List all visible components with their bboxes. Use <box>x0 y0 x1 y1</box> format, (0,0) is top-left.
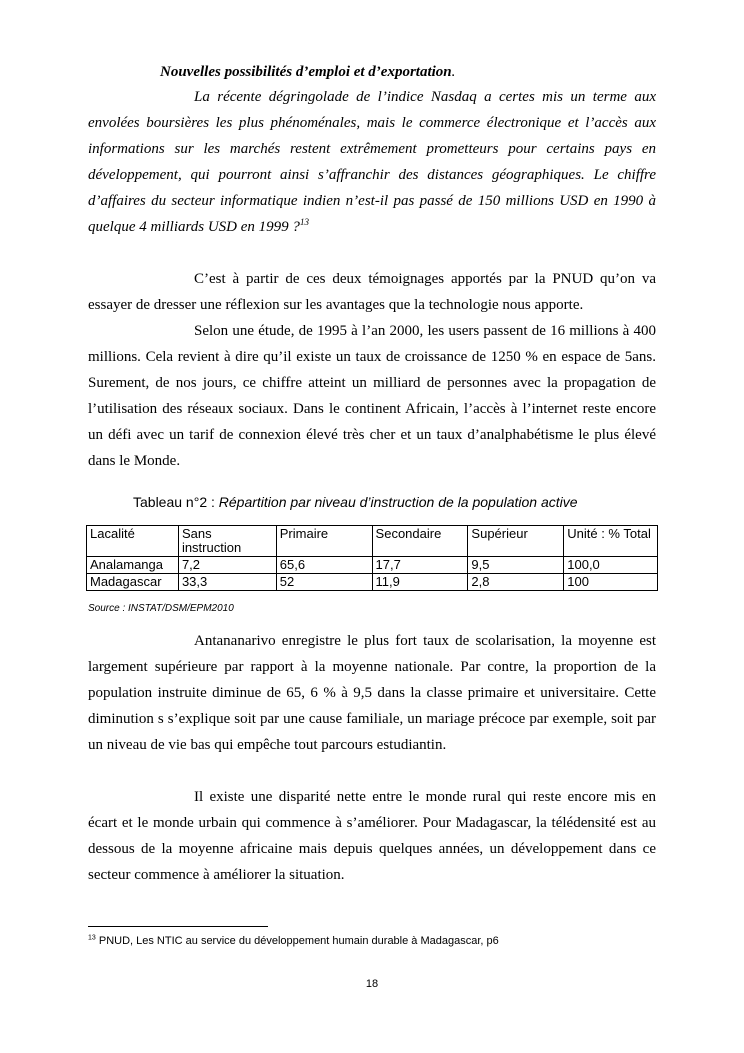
body-line: dessous de la moyenne africaine mais depuis quelques années, un développement dans ce <box>88 841 656 857</box>
table-header-cell: Supérieur <box>468 526 564 557</box>
table-header-cell: Sans instruction <box>178 526 276 557</box>
section-heading: Nouvelles possibilités d’emploi et d’exportation. <box>160 64 456 80</box>
body-line: un niveau de vie bas qui empêche tout parcours estudiantin. <box>88 737 447 753</box>
table-cell: 65,6 <box>276 557 372 574</box>
table-header-cell: Lacalité <box>87 526 179 557</box>
body-line: dans le Monde. <box>88 453 181 469</box>
page-number: 18 <box>365 978 379 990</box>
table-cell: 17,7 <box>372 557 468 574</box>
body-line: secteur commence à améliorer la situation. <box>88 867 345 883</box>
table-header-cell: Primaire <box>276 526 372 557</box>
body-line: Selon une étude, de 1995 à l’an 2000, les users passent de 16 millions à 400 <box>194 323 656 339</box>
table-cell: Analamanga <box>87 557 179 574</box>
footnote: $^{13}$ PNUD, Les NTIC au service du développement humain durable à Madagascar, p6 <box>88 934 499 947</box>
footnote-ref[interactable]: 13 <box>299 217 309 227</box>
table-header-row <box>87 526 658 557</box>
table-cell: 7,2 <box>178 557 276 574</box>
body-line: un défi avec un tarif de connexion élevé très cher et un taux d’analphabétisme le plus élevé <box>88 427 656 443</box>
body-line: C’est à partir de ces deux témoignages apportés par la PNUD qu’on va <box>194 271 656 287</box>
table-source: Source : INSTAT/DSM/EPM2010 <box>88 603 234 614</box>
table-header-cell: Unité : % Total <box>564 526 658 557</box>
body-line: l’utilisation des réseaux sociaux. Dans le continent Africain, l’accès à l’internet reste encore <box>88 401 656 417</box>
quote-line: envolées boursières les plus phénoménales, mais le commerce électronique et l’accès aux <box>88 115 656 131</box>
quote-line: informations sur les marchés restent extrêmement prometteurs pour certains pays en <box>88 141 656 157</box>
footnote-number: 13 <box>88 934 96 942</box>
body-line: population instruite diminue de 65, 6 % à 9,5 dans la classe primaire et universitaire. Cette <box>88 685 656 701</box>
table-cell: 100 <box>564 574 658 591</box>
quote-line: quelque 4 milliards USD en 1999 ?$^{13}$ <box>88 217 309 235</box>
table-cell: 11,9 <box>372 574 468 591</box>
quote-line: développement, qui pourront ainsi s’affranchir des distances géographiques. Le chiffre <box>88 167 656 183</box>
body-line: Il existe une disparité nette entre le monde rural qui reste encore mis en <box>194 789 656 805</box>
instruction-table <box>86 525 658 591</box>
table-cell: 2,8 <box>468 574 564 591</box>
table-cell: 9,5 <box>468 557 564 574</box>
table-header-cell: Secondaire <box>372 526 468 557</box>
body-line: diminution s s’explique soit par une cause familiale, un mariage précoce par exemple, soit par <box>88 711 656 727</box>
table-caption: Tableau n°2 : Répartition par niveau d’instruction de la population active <box>133 494 578 510</box>
body-line: largement supérieure par rapport à la moyenne nationale. Par contre, la proportion de la <box>88 659 656 675</box>
quote-line: La récente dégringolade de l’indice Nasdaq a certes mis un terme aux <box>194 89 656 105</box>
table-row <box>87 557 658 574</box>
body-line: écart et le monde urbain qui commence à s’améliorer. Pour Madagascar, la télédensité est au <box>88 815 656 831</box>
table-cell: Madagascar <box>87 574 179 591</box>
body-line: Surement, de nos jours, ce chiffre atteint un milliard de personnes avec la propagation de <box>88 375 656 391</box>
body-line: millions. Cela revient à dire qu’il existe un taux de croissance de 1250 % en espace de 5ans. <box>88 349 656 365</box>
table-cell: 100,0 <box>564 557 658 574</box>
body-line: essayer de dresser une réflexion sur les avantages que la technologie nous apporte. <box>88 297 584 313</box>
table-cell: 33,3 <box>178 574 276 591</box>
table-cell: 52 <box>276 574 372 591</box>
table-row <box>87 574 658 591</box>
footnote-divider <box>88 926 268 927</box>
quote-line: d’affaires du secteur informatique indien n’est-il pas passé de 150 millions USD en 1990 à <box>88 193 656 209</box>
body-line: Antananarivo enregistre le plus fort taux de scolarisation, la moyenne est <box>194 633 656 649</box>
